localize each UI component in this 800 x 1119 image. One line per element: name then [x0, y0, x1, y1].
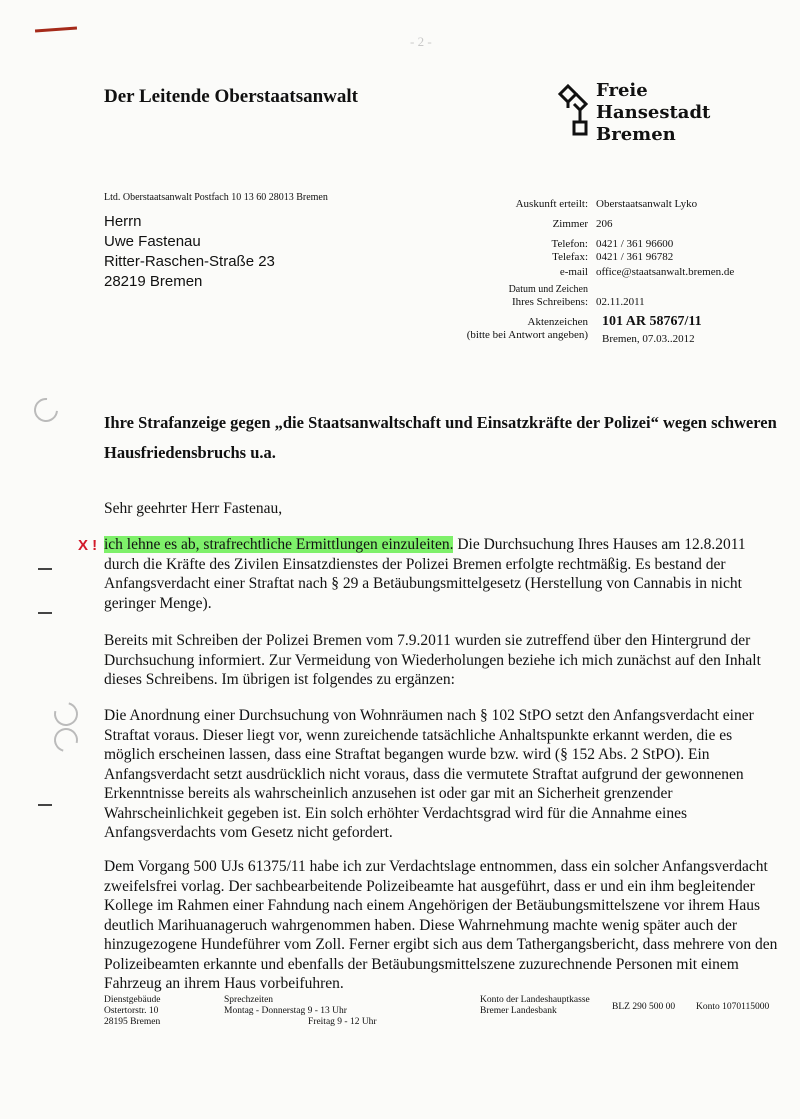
- margin-x-mark: X !: [78, 537, 98, 554]
- email-label: e-mail: [559, 266, 588, 278]
- telefon-value: 0421 / 361 96600: [596, 238, 674, 250]
- footer-bank: [480, 995, 590, 1017]
- red-pen-mark: [35, 27, 77, 33]
- paragraph-3: Die Anordnung einer Durchsuchung von Wohnräumen nach § 102 StPO setzt den Anfangsverdacht einer Straftat voraus. Dieser liegt vor, wenn zureichende tatsächliche Anhaltspunkte erkannt werden, die es möglich erscheinen lassen, dass eine Straftat begangen wurde bzw. wird (§ 152 Abs. 2 StPO). Ein Anfangsverdacht setzt ausdrücklich nicht voraus, dass die vermutete Straftat aufgrund der gewonnenen Erkenntnisse bereits als wahrscheinlich anzusehen ist oder gar mit an Sicherheit grenzender Wahrscheinlichkeit gegeben ist. Ein solch erhöhter Verdachtsgrad wird für die Annahme eines Anfangsverdachts vom Gesetz nicht gefordert.: [104, 707, 754, 841]
- footer-hours: [224, 995, 377, 1028]
- margin-dash: [38, 568, 52, 570]
- paragraph-1: [104, 535, 780, 613]
- recipient-salutation: Herrn: [104, 213, 142, 230]
- recipient-city: 28219 Bremen: [104, 273, 203, 290]
- sender-title: Der Leitende Oberstaatsanwalt: [104, 86, 359, 107]
- footer-building-label: Dienstgebäude: [104, 995, 161, 1005]
- paragraph-2: Bereits mit Schreiben der Polizei Bremen vom 7.9.2011 wurden sie zutreffend über den Hintergrund der Durchsuchung informiert. Zur Vermeidung von Wiederholungen beziehe ich mich zunächst auf den Inhalt dieses Schreibens. Im übrigen ist folgendes zu ergänzen:: [104, 632, 761, 688]
- telefax-value: 0421 / 361 96782: [596, 251, 674, 263]
- logo-line-3: Bremen: [596, 124, 676, 145]
- recipient-address: [104, 212, 275, 292]
- telefon-label: Telefon:: [551, 238, 588, 250]
- punch-hole-mark: [50, 724, 83, 757]
- zimmer-label: Zimmer: [552, 218, 588, 230]
- datum-label-1: Datum und Zeichen: [508, 284, 588, 295]
- return-address: Ltd. Oberstaatsanwalt Postfach 10 13 60 28013 Bremen: [104, 192, 328, 203]
- footer-konto: Konto 1070115000: [696, 1002, 770, 1012]
- footer-building-city: 28195 Bremen: [104, 1017, 161, 1027]
- datum-label-2: Ihres Schreibens:: [511, 296, 588, 308]
- telefax-label: Telefax:: [552, 251, 588, 263]
- greeting: Sehr geehrter Herr Fastenau,: [104, 500, 283, 517]
- recipient-name: Uwe Fastenau: [104, 233, 201, 250]
- akten-note: (bitte bei Antwort angeben): [466, 329, 588, 341]
- auskunft-label: Auskunft erteilt:: [515, 198, 588, 210]
- paragraph-4: Dem Vorgang 500 UJs 61375/11 habe ich zur Verdachtslage entnommen, dass ein solcher Anfangsverdacht zweifelsfrei vorlag. Der sachbearbeitende Polizeibeamte hat ausgeführt, dass er und ein ihm begleitender Kollege im Rahmen einer Fahndung nach einem Angehörigen der Betäubungsmittelszene vor ihrem Haus deutlich Marihuanageruch wahrgenommen haben. Diese Wahrnehmung machte wenig später auch der hinzugezogene Hundeführer vom Zoll. Ferner ergibt sich aus dem Tathergangsbericht, dass mehrere von den Polizeibeamten erkannte und ebenfalls der Betäubungsmittelszene zuzurechnende Personen mit einem Fahrzeug an ihrem Haus vorbeifuhren.: [104, 858, 778, 992]
- footer-bank-label: Konto der Landeshauptkasse: [480, 995, 590, 1005]
- page-number: - 2 -: [410, 34, 432, 49]
- punch-hole-mark: [50, 698, 83, 731]
- punch-hole-mark: [29, 393, 63, 427]
- zimmer-value: 206: [596, 218, 613, 230]
- margin-dash: [38, 804, 52, 806]
- logo-line-1: Freie: [596, 80, 648, 101]
- auskunft-value: Oberstaatsanwalt Lyko: [596, 198, 698, 210]
- footer-building: [104, 995, 160, 1028]
- datum-value: 02.11.2011: [596, 296, 645, 308]
- bremen-key-logo-icon: [556, 80, 600, 142]
- akten-label: Aktenzeichen: [527, 316, 588, 328]
- highlighted-decision: ich lehne es ab, strafrechtliche Ermittlungen einzuleiten.: [104, 536, 454, 553]
- footer-blz: BLZ 290 500 00: [612, 1002, 676, 1012]
- subject-line-2: Hausfriedensbruchs u.a.: [104, 443, 276, 462]
- akten-value: 101 AR 58767/11: [602, 314, 702, 329]
- logo-line-2: Hansestadt: [596, 102, 711, 123]
- subject-line-1: Ihre Strafanzeige gegen „die Staatsanwaltschaft und Einsatzkräfte der Polizei“ wegen schweren: [104, 413, 777, 432]
- logo-wordmark: [596, 80, 710, 146]
- recipient-street: Ritter-Raschen-Straße 23: [104, 253, 275, 270]
- footer-hours-label: Sprechzeiten: [224, 995, 274, 1005]
- paragraph-1-rest: Die Durchsuchung Ihres Hauses am 12.8.2011 durch die Kräfte des Zivilen Einsatzdienstes der Polizei Bremen erfolgte rechtmäßig. Es bestand der Anfangsverdacht einer Straftat nach § 29 a Betäubungsmittelgesetz (Herstellung von Cannabis in nicht geringer Menge).: [104, 536, 746, 612]
- email-value: office@staatsanwalt.bremen.de: [596, 266, 735, 278]
- footer-hours-2: Freitag 9 - 12 Uhr: [308, 1017, 377, 1027]
- margin-dash: [38, 612, 52, 614]
- footer-building-street: Ostertorstr. 10: [104, 1006, 159, 1016]
- subject-line: [104, 408, 794, 468]
- place-date: Bremen, 07.03..2012: [602, 333, 695, 345]
- footer-bank-name: Bremer Landesbank: [480, 1006, 557, 1016]
- footer-hours-1: Montag - Donnerstag 9 - 13 Uhr: [224, 1006, 347, 1016]
